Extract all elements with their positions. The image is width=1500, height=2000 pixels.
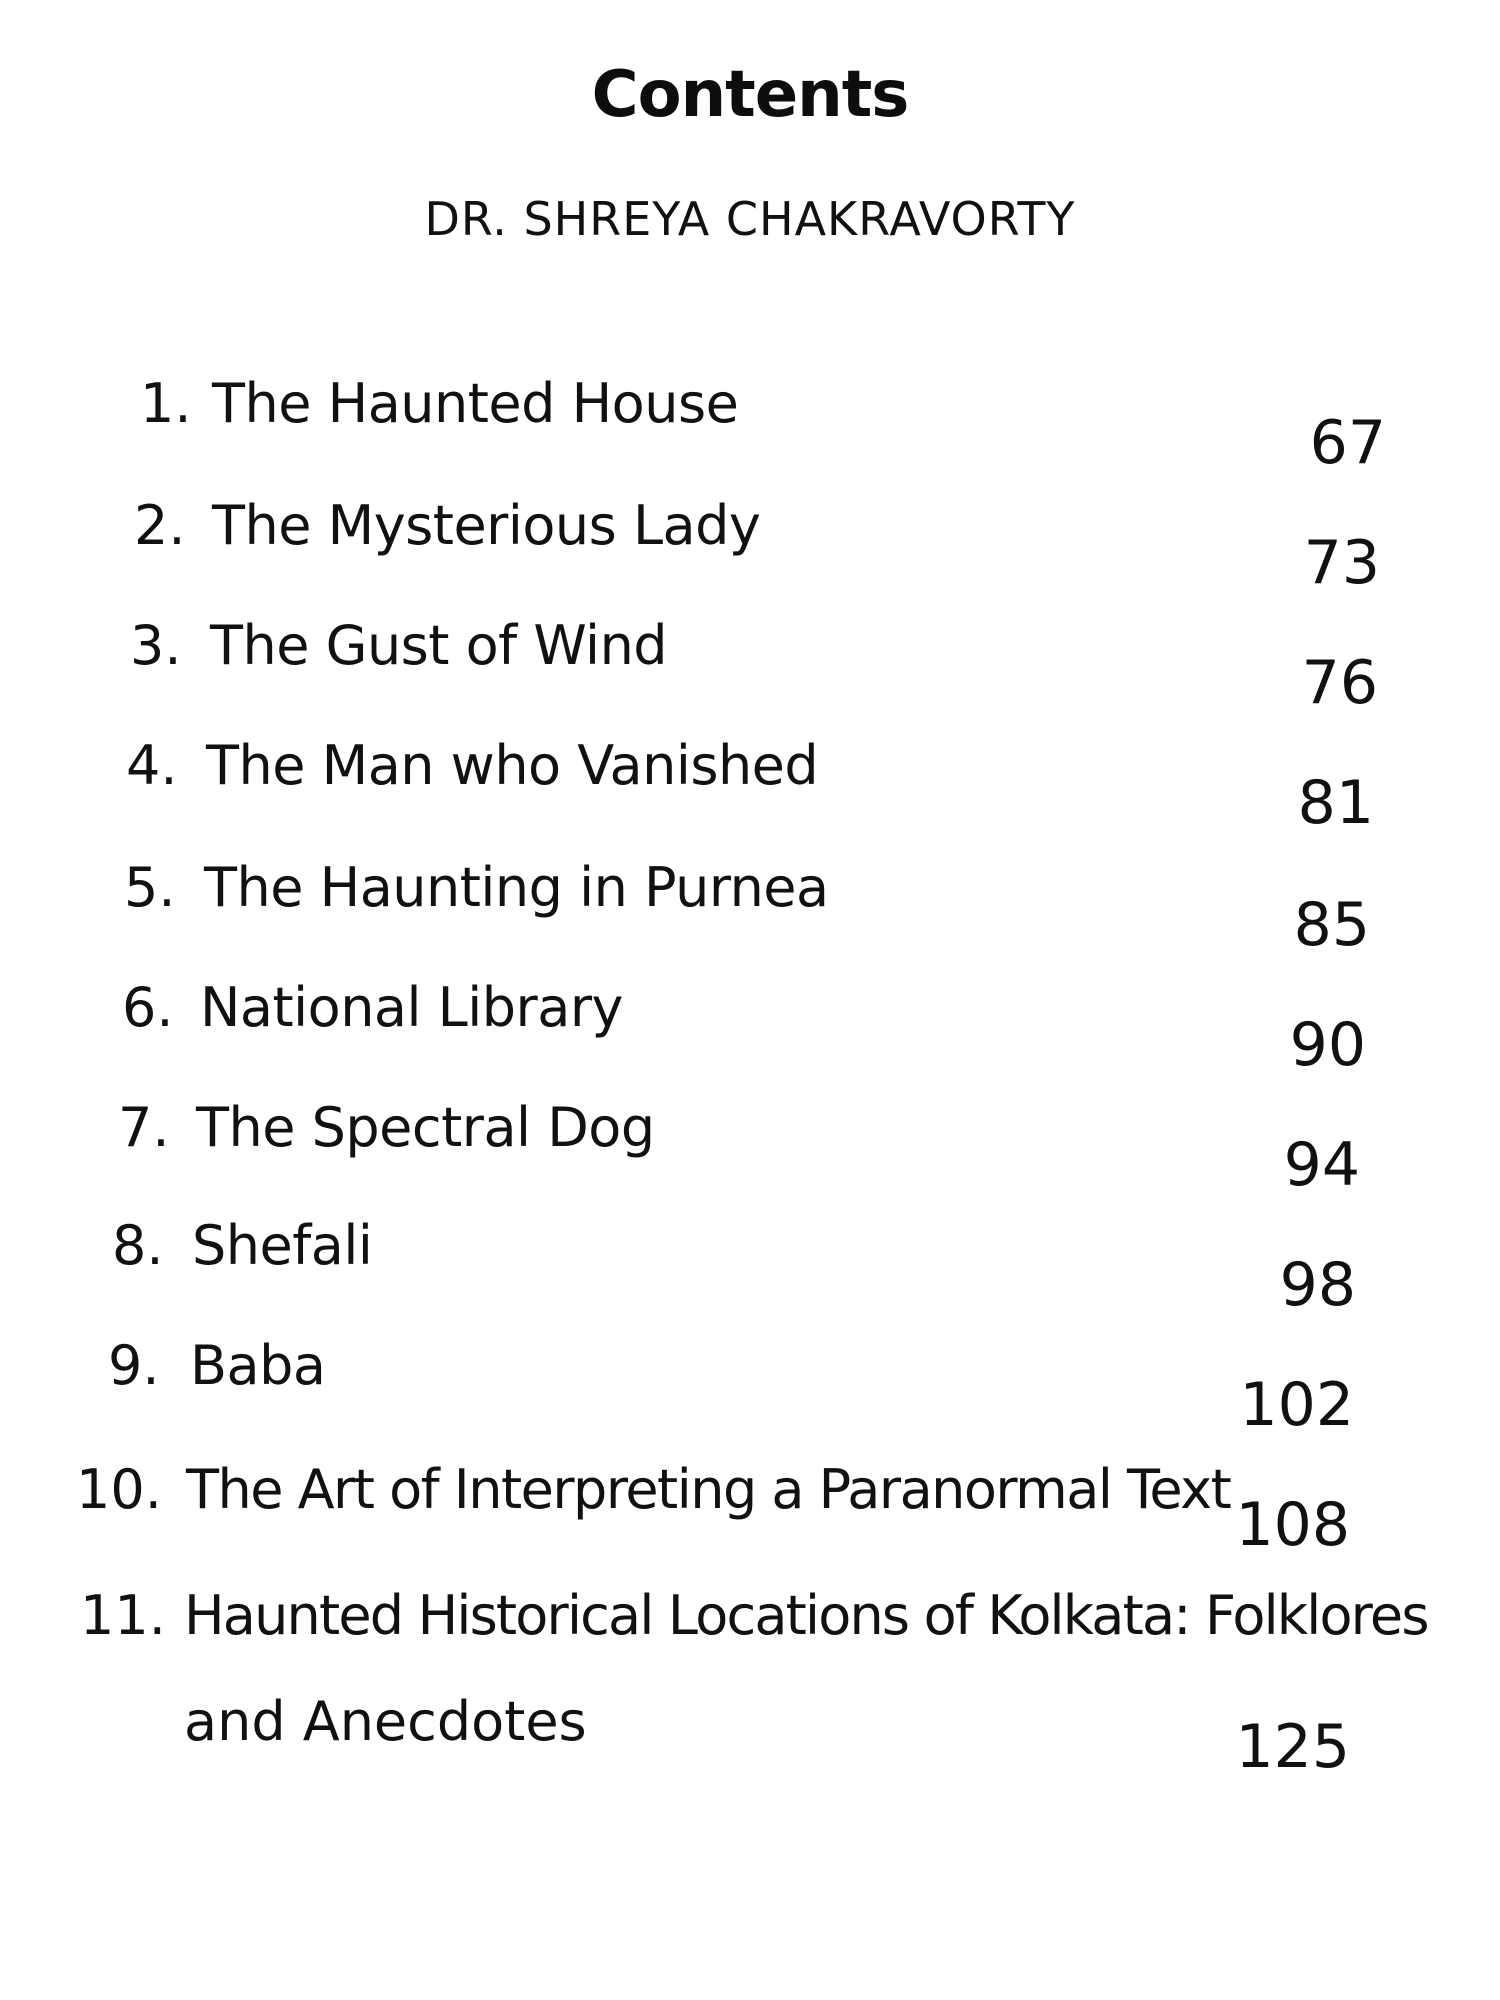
entry-title: The Spectral Dog: [196, 1096, 655, 1159]
entry-number: 6.: [122, 976, 174, 1039]
entry-page-number: 90: [1289, 1010, 1366, 1080]
entry-number: 4.: [126, 734, 178, 797]
entry-number: 1.: [140, 372, 192, 435]
entry-title: Haunted Historical Locations of Kolkata: Folklores: [184, 1584, 1428, 1647]
entry-number: 8.: [112, 1214, 164, 1277]
entry-page-number: 85: [1293, 890, 1370, 960]
entry-title: The Art of Interpreting a Paranormal Text: [186, 1458, 1231, 1521]
entry-title: National Library: [200, 976, 623, 1039]
entry-title: The Man who Vanished: [206, 734, 819, 797]
entry-number: 2.: [134, 494, 186, 557]
entry-page-number: 102: [1239, 1370, 1354, 1440]
entry-number: 9.: [108, 1334, 160, 1397]
entry-number: 3.: [130, 614, 182, 677]
entry-title: Shefali: [192, 1214, 373, 1277]
entry-title: Baba: [190, 1334, 326, 1397]
entry-number: 11.: [80, 1584, 166, 1647]
entry-page-number: 76: [1301, 648, 1378, 718]
entry-page-number: 73: [1303, 528, 1380, 598]
entry-title: The Mysterious Lady: [212, 494, 761, 557]
entry-title: The Haunted House: [212, 372, 739, 435]
entry-page-number: 108: [1235, 1490, 1350, 1560]
entry-number: 10.: [76, 1458, 162, 1521]
entry-title-continued: and Anecdotes: [184, 1690, 587, 1753]
entry-number: 5.: [124, 856, 176, 919]
page-title: Contents: [591, 58, 909, 132]
entry-page-number: 81: [1297, 768, 1374, 838]
entry-page-number: 67: [1309, 408, 1386, 478]
entry-number: 7.: [118, 1096, 170, 1159]
entry-page-number: 94: [1283, 1130, 1360, 1200]
entry-title: The Gust of Wind: [210, 614, 668, 677]
entry-page-number: 98: [1279, 1250, 1356, 1320]
entry-page-number: 125: [1235, 1712, 1350, 1782]
author-name: DR. SHREYA CHAKRAVORTY: [424, 192, 1076, 246]
entry-title: The Haunting in Purnea: [204, 856, 829, 919]
